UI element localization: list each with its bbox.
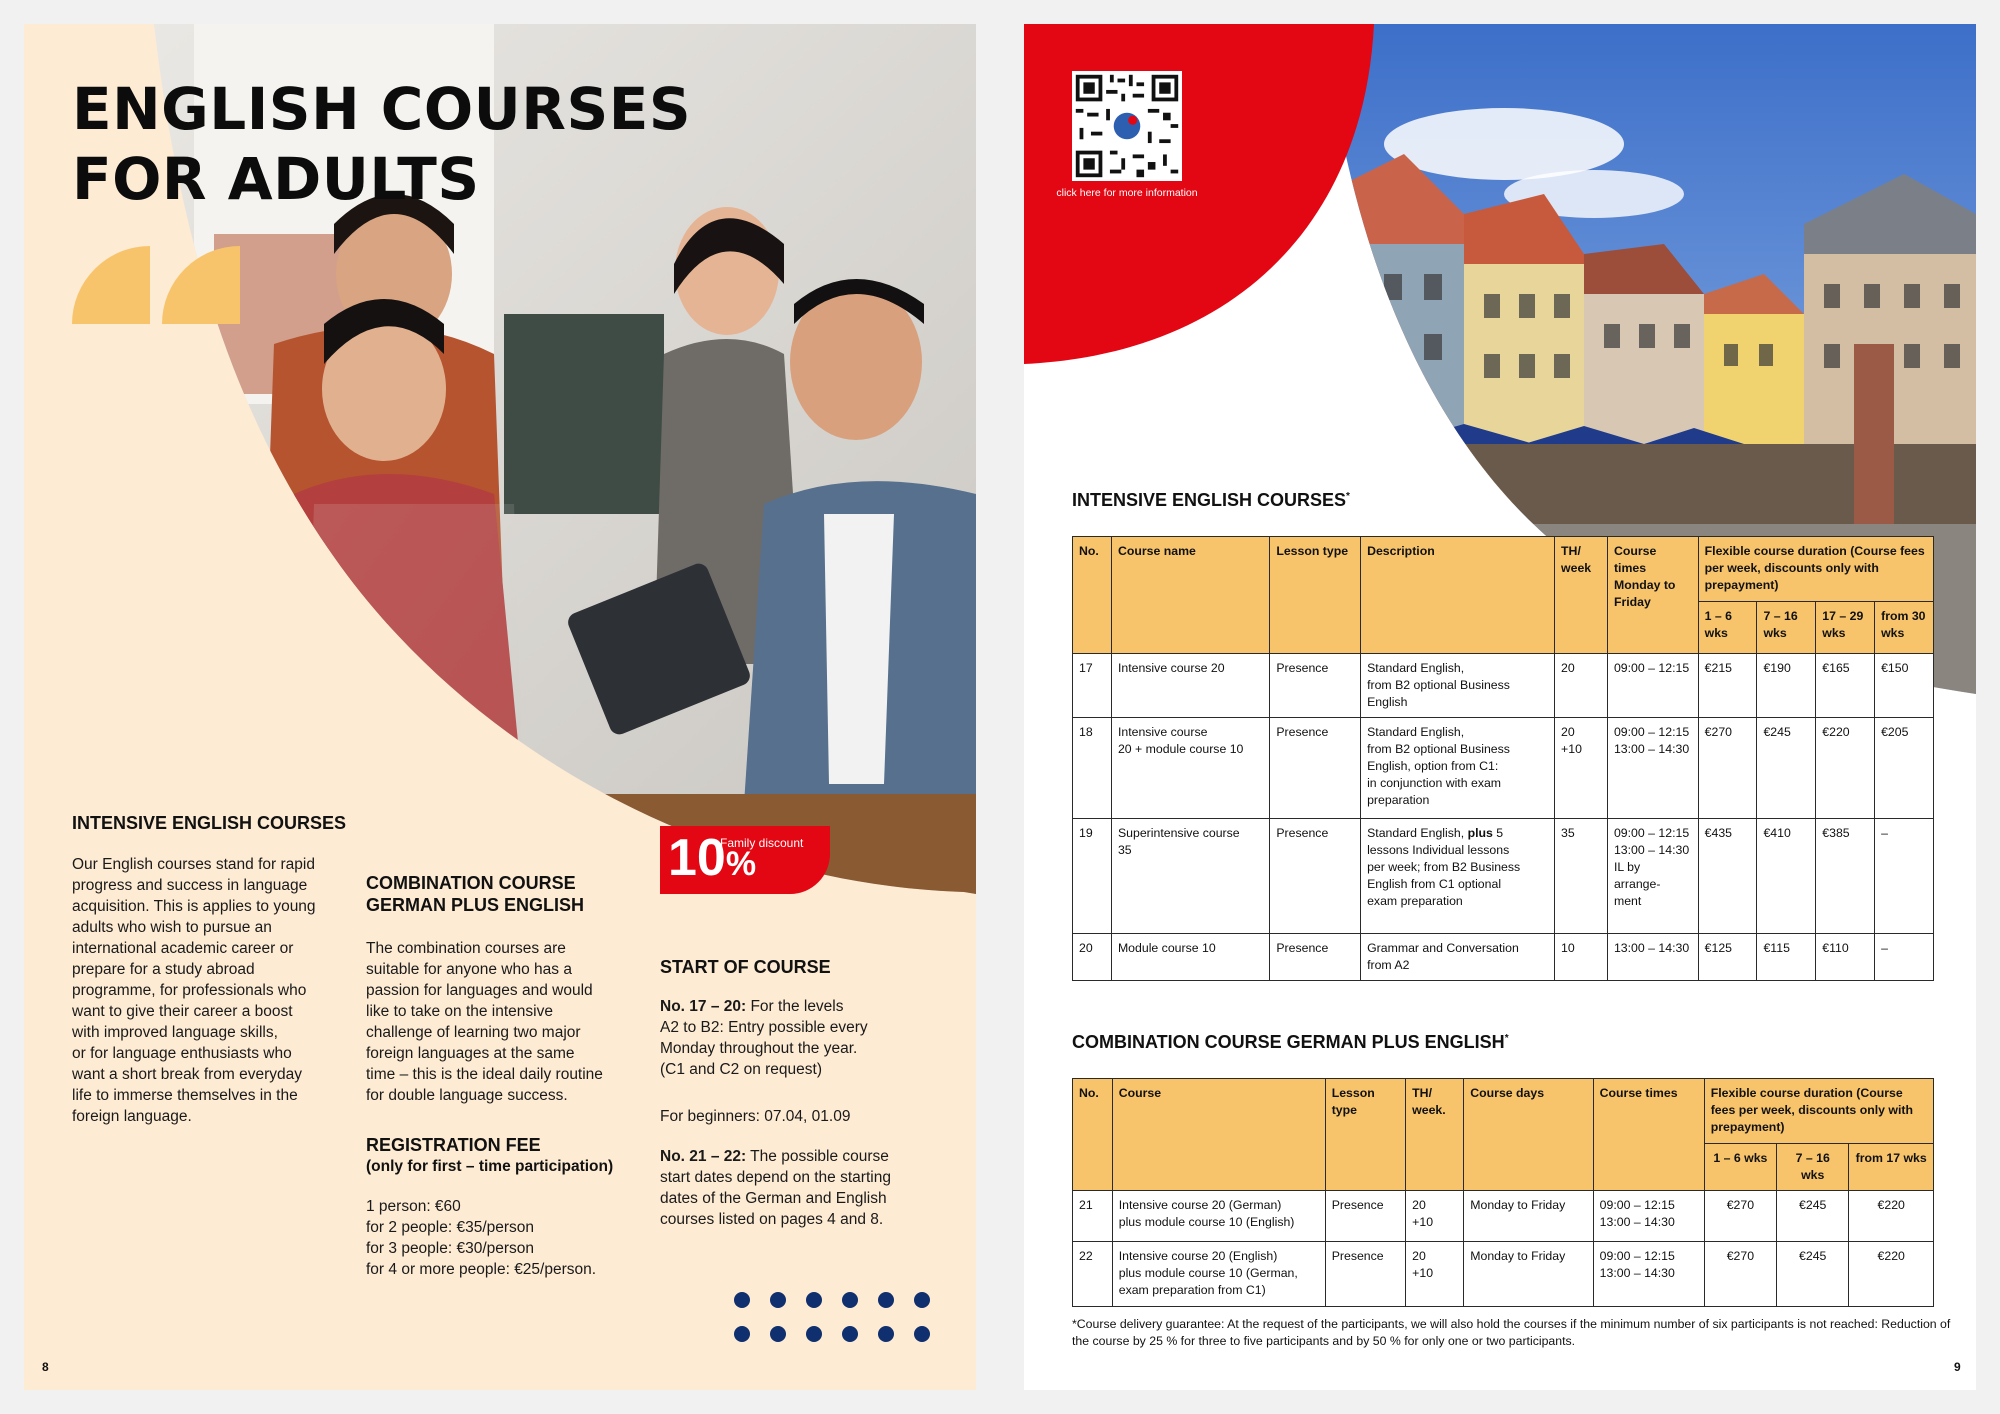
intensive-courses-table — [1072, 536, 1934, 981]
col-1-6-wks: 1 – 6 wks — [1698, 602, 1757, 654]
table-row — [1073, 718, 1934, 819]
dot — [878, 1292, 894, 1308]
cell-type: Presence — [1270, 934, 1361, 981]
cell-price: €115 — [1757, 934, 1816, 981]
cell-name: Intensive course 20 — [1111, 654, 1269, 718]
cell-type: Presence — [1270, 819, 1361, 934]
table-row — [1073, 1242, 1934, 1307]
cell-course: Intensive course 20 (German) plus module course 10 (English) — [1112, 1191, 1325, 1242]
qr-note[interactable]: click here for more information — [1056, 187, 1198, 199]
cell-price: – — [1875, 934, 1934, 981]
title-line-1: ENGLISH COURSES — [72, 75, 692, 143]
table-row — [1073, 1191, 1934, 1242]
cell-desc: Standard English, from B2 optional Business English — [1361, 654, 1555, 718]
start-paragraph-2: For beginners: 07.04, 01.09 — [660, 1108, 851, 1125]
registration-text: 1 person: €60 for 2 people: €35/person for 3 people: €30/person for 4 or more people: €25/person. — [366, 1198, 597, 1278]
col-description: Description — [1361, 537, 1555, 654]
cell-th: 20 +10 — [1406, 1242, 1464, 1307]
col-th-week: TH/ week. — [1406, 1079, 1464, 1191]
combination-table-title: COMBINATION COURSE GERMAN PLUS ENGLISH* — [1072, 1032, 1509, 1052]
cell-price: €190 — [1757, 654, 1816, 718]
left-page — [24, 24, 976, 1390]
combination-text: The combination courses are suitable for anyone who has a passion for languages and would like to take on the intensive challenge of learning two major foreign languages at the same time – this is the ideal daily routine for double language success. — [366, 940, 603, 1104]
dot — [878, 1326, 894, 1342]
qr-code[interactable] — [1072, 71, 1182, 181]
table-header-row — [1073, 1079, 1934, 1144]
cell-price: €220 — [1849, 1191, 1934, 1242]
col-flexible-duration: Flexible course duration (Course fees per week, discounts only with prepayment) — [1704, 1079, 1933, 1144]
cell-price: €150 — [1875, 654, 1934, 718]
col-course-times: Course times — [1593, 1079, 1704, 1191]
cell-type: Presence — [1270, 654, 1361, 718]
cell-th: 10 — [1555, 934, 1608, 981]
col-th-week: TH/ week — [1555, 537, 1608, 654]
right-page — [1024, 24, 1976, 1390]
col-17-29-wks: 17 – 29 wks — [1816, 602, 1875, 654]
table-row — [1073, 934, 1934, 981]
cell-desc: Standard English, from B2 optional Business English, option from C1: in conjunction with exam preparation — [1361, 718, 1555, 819]
cell-price: €270 — [1704, 1191, 1776, 1242]
col-course-name: Course name — [1111, 537, 1269, 654]
family-discount-badge — [660, 826, 830, 894]
combination-heading-line-1: COMBINATION COURSE — [366, 873, 576, 893]
col-7-16-wks: 7 – 16 wks — [1757, 602, 1816, 654]
cell-th: 20 — [1555, 654, 1608, 718]
cell-desc: Standard English, plus 5 lessons Individual lessons per week; from B2 Business English from C1 optional exam preparation — [1361, 819, 1555, 934]
combination-heading — [366, 872, 584, 916]
registration-subheading: (only for first – time participation) — [366, 1158, 614, 1175]
dot — [734, 1292, 750, 1308]
page-number: 8 — [42, 1360, 49, 1374]
cell-price: – — [1875, 819, 1934, 934]
col-flexible-duration: Flexible course duration (Course fees per week, discounts only with prepayment) — [1698, 537, 1933, 602]
intensive-table-title: INTENSIVE ENGLISH COURSES* — [1072, 490, 1350, 510]
cell-name: Intensive course 20 + module course 10 — [1111, 718, 1269, 819]
cell-price: €220 — [1849, 1242, 1934, 1307]
start-heading: START OF COURSE — [660, 957, 831, 977]
intensive-text: Our English courses stand for rapid progress and success in language acquisition. This is applies to young adults who wish to pursue an international academic career or prepare for a study abroad programme, for professionals who want to give their career a boost with improved language skills, or for language enthusiasts who want a short break from everyday life to immerse themselves in the foreign language. — [72, 856, 316, 1125]
col-course: Course — [1112, 1079, 1325, 1191]
cell-price: €205 — [1875, 718, 1934, 819]
discount-label: Family discount — [720, 836, 804, 850]
cell-price: €110 — [1816, 934, 1875, 981]
cell-price: €125 — [1698, 934, 1757, 981]
dot — [914, 1292, 930, 1308]
cell-price: €270 — [1698, 718, 1757, 819]
cell-times: 09:00 – 12:15 13:00 – 14:30 — [1607, 718, 1698, 819]
cell-price: €270 — [1704, 1242, 1776, 1307]
dot — [806, 1326, 822, 1342]
cell-type: Presence — [1325, 1191, 1405, 1242]
cell-th: 20 +10 — [1406, 1191, 1464, 1242]
combination-heading-line-2: GERMAN PLUS ENGLISH — [366, 895, 585, 915]
col-lesson-type: Lesson type — [1270, 537, 1361, 654]
cell-price: €245 — [1757, 718, 1816, 819]
cell-type: Presence — [1325, 1242, 1405, 1307]
cell-price: €435 — [1698, 819, 1757, 934]
cell-days: Monday to Friday — [1464, 1242, 1593, 1307]
cell-price: €220 — [1816, 718, 1875, 819]
col-no: No. — [1073, 1079, 1113, 1191]
cell-times: 09:00 – 12:15 — [1607, 654, 1698, 718]
cell-no: 19 — [1073, 819, 1112, 934]
cell-times: 09:00 – 12:15 13:00 – 14:30 — [1593, 1191, 1704, 1242]
cell-price: €245 — [1777, 1242, 1849, 1307]
footnote: *Course delivery guarantee: At the request of the participants, we will also hold the courses if the minimum number of six participants is not reached: Reduction of the course by 25 % for three to five participants and by 50 % for only one or two participants. — [1072, 1317, 1951, 1348]
discount-number: 10% — [668, 829, 757, 887]
cell-course: Intensive course 20 (English) plus module course 10 (German, exam preparation from C1) — [1112, 1242, 1325, 1307]
registration-heading: REGISTRATION FEE — [366, 1135, 541, 1155]
start-paragraph-3: No. 21 – 22: The possible course start dates depend on the starting dates of the German and English courses listed on pages 4 and 8. — [660, 1148, 891, 1228]
dot — [842, 1326, 858, 1342]
dot — [914, 1326, 930, 1342]
dot — [770, 1292, 786, 1308]
cell-days: Monday to Friday — [1464, 1191, 1593, 1242]
dot — [842, 1292, 858, 1308]
cell-price: €165 — [1816, 654, 1875, 718]
combination-courses-table — [1072, 1078, 1934, 1307]
cell-no: 18 — [1073, 718, 1112, 819]
cell-times: 13:00 – 14:30 — [1607, 934, 1698, 981]
dot — [734, 1326, 750, 1342]
col-course-times: Course times Monday to Friday — [1607, 537, 1698, 654]
table-row — [1073, 819, 1934, 934]
cell-no: 21 — [1073, 1191, 1113, 1242]
start-paragraph-1: No. 17 – 20: For the levels A2 to B2: Entry possible every Monday throughout the year. (C1 and C2 on request) — [660, 998, 868, 1078]
cell-no: 17 — [1073, 654, 1112, 718]
page-number: 9 — [1954, 1360, 1961, 1374]
cell-name: Superintensive course 35 — [1111, 819, 1269, 934]
cell-times: 09:00 – 12:15 13:00 – 14:30 IL by arrange- ment — [1607, 819, 1698, 934]
col-from-17-wks: from 17 wks — [1849, 1144, 1934, 1191]
cell-price: €215 — [1698, 654, 1757, 718]
col-7-16-wks: 7 – 16 wks — [1777, 1144, 1849, 1191]
cell-no: 20 — [1073, 934, 1112, 981]
col-1-6-wks: 1 – 6 wks — [1704, 1144, 1776, 1191]
cell-th: 20 +10 — [1555, 718, 1608, 819]
table-row — [1073, 654, 1934, 718]
cell-price: €385 — [1816, 819, 1875, 934]
dot — [770, 1326, 786, 1342]
intensive-heading: INTENSIVE ENGLISH COURSES — [72, 813, 347, 833]
cell-price: €410 — [1757, 819, 1816, 934]
page-title — [72, 74, 691, 214]
col-from-30-wks: from 30 wks — [1875, 602, 1934, 654]
dot — [806, 1292, 822, 1308]
table-header-row — [1073, 537, 1934, 602]
cell-no: 22 — [1073, 1242, 1113, 1307]
title-line-2: FOR ADULTS — [72, 145, 480, 213]
cell-type: Presence — [1270, 718, 1361, 819]
col-lesson-type: Lesson type — [1325, 1079, 1405, 1191]
cell-name: Module course 10 — [1111, 934, 1269, 981]
col-no: No. — [1073, 537, 1112, 654]
cell-th: 35 — [1555, 819, 1608, 934]
cell-desc: Grammar and Conversation from A2 — [1361, 934, 1555, 981]
cell-price: €245 — [1777, 1191, 1849, 1242]
col-course-days: Course days — [1464, 1079, 1593, 1191]
cell-times: 09:00 – 12:15 13:00 – 14:30 — [1593, 1242, 1704, 1307]
